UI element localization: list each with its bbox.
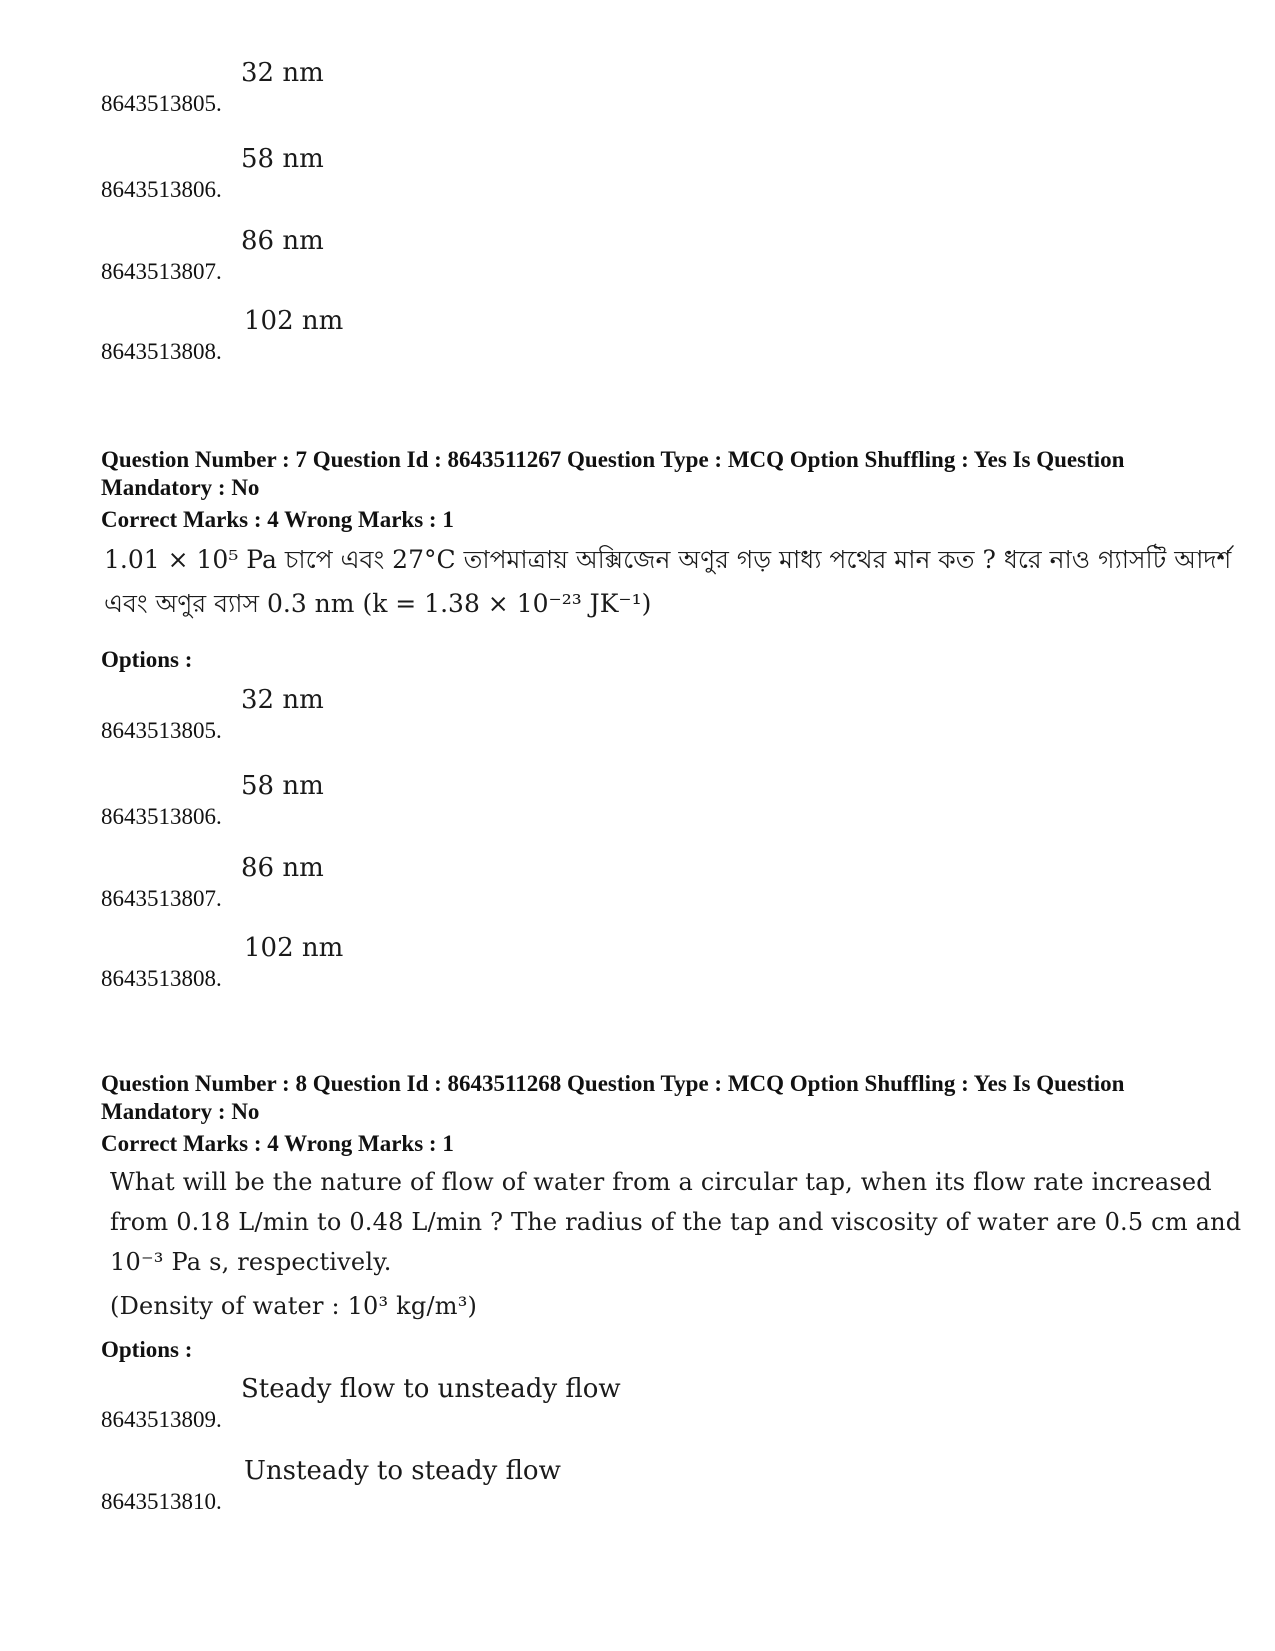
option-id: 8643513807. (101, 886, 222, 911)
option-row[interactable] (101, 853, 1101, 913)
option-id: 8643513807. (101, 259, 222, 284)
option-row[interactable] (101, 1456, 1101, 1516)
question-8-options-label: Options : (101, 1337, 193, 1362)
option-text: 102 nm (244, 306, 344, 336)
option-id: 8643513805. (101, 718, 222, 743)
option-id: 8643513809. (101, 1407, 222, 1432)
question-8-body (110, 1162, 1242, 1326)
option-id: 8643513808. (101, 966, 222, 991)
question-7-text-line: এবং অণুর ব্যাস 0.3 nm (k = 1.38 × 10⁻²³ JK⁻¹) (104, 589, 652, 618)
question-7-options-label: Options : (101, 647, 193, 672)
option-row[interactable] (101, 58, 1101, 118)
option-id: 8643513806. (101, 804, 222, 829)
option-id: 8643513808. (101, 339, 222, 364)
question-7-header: Question Number : 7 Question Id : 8643511267 Question Type : MCQ Option Shuffling : Yes Is Question Mandatory : No (101, 447, 1125, 500)
option-row[interactable] (101, 144, 1101, 204)
option-row[interactable] (101, 685, 1101, 745)
question-8-marks: Correct Marks : 4 Wrong Marks : 1 (101, 1131, 454, 1156)
option-text: 58 nm (241, 771, 324, 801)
option-row[interactable] (101, 933, 1101, 993)
option-row[interactable] (101, 226, 1101, 286)
question-8-text-line: 10⁻³ Pa s, respectively. (110, 1248, 392, 1276)
option-id: 8643513805. (101, 91, 222, 116)
question-8-text-line: What will be the nature of flow of water from a circular tap, when its flow rate increased (110, 1168, 1212, 1196)
option-text: 58 nm (241, 144, 324, 174)
option-text: 102 nm (244, 933, 344, 963)
question-8-text-line: from 0.18 L/min to 0.48 L/min ? The radius of the tap and viscosity of water are 0.5 cm and (110, 1208, 1242, 1236)
question-8-header: Question Number : 8 Question Id : 8643511268 Question Type : MCQ Option Shuffling : Yes Is Question Mandatory : No (101, 1071, 1125, 1124)
option-row[interactable] (101, 1374, 1101, 1434)
option-id: 8643513810. (101, 1489, 222, 1514)
option-text: Unsteady to steady flow (244, 1456, 561, 1486)
option-text: Steady flow to unsteady flow (241, 1374, 621, 1404)
question-7-body (104, 540, 1232, 624)
option-text: 32 nm (241, 685, 324, 715)
option-row[interactable] (101, 771, 1101, 831)
option-text: 86 nm (241, 226, 324, 256)
option-text: 86 nm (241, 853, 324, 883)
question-7-text-line: 1.01 × 10⁵ Pa চাপে এবং 27°C তাপমাত্রায় অক্সিজেন অণুর গড় মাধ্য পথের মান কত ? ধরে নাও গ্যাসটি আদর্শ (104, 545, 1232, 574)
question-7-marks: Correct Marks : 4 Wrong Marks : 1 (101, 507, 454, 532)
option-id: 8643513806. (101, 177, 222, 202)
option-row[interactable] (101, 306, 1101, 366)
option-text: 32 nm (241, 58, 324, 88)
question-8-text-line: (Density of water : 10³ kg/m³) (110, 1292, 478, 1320)
